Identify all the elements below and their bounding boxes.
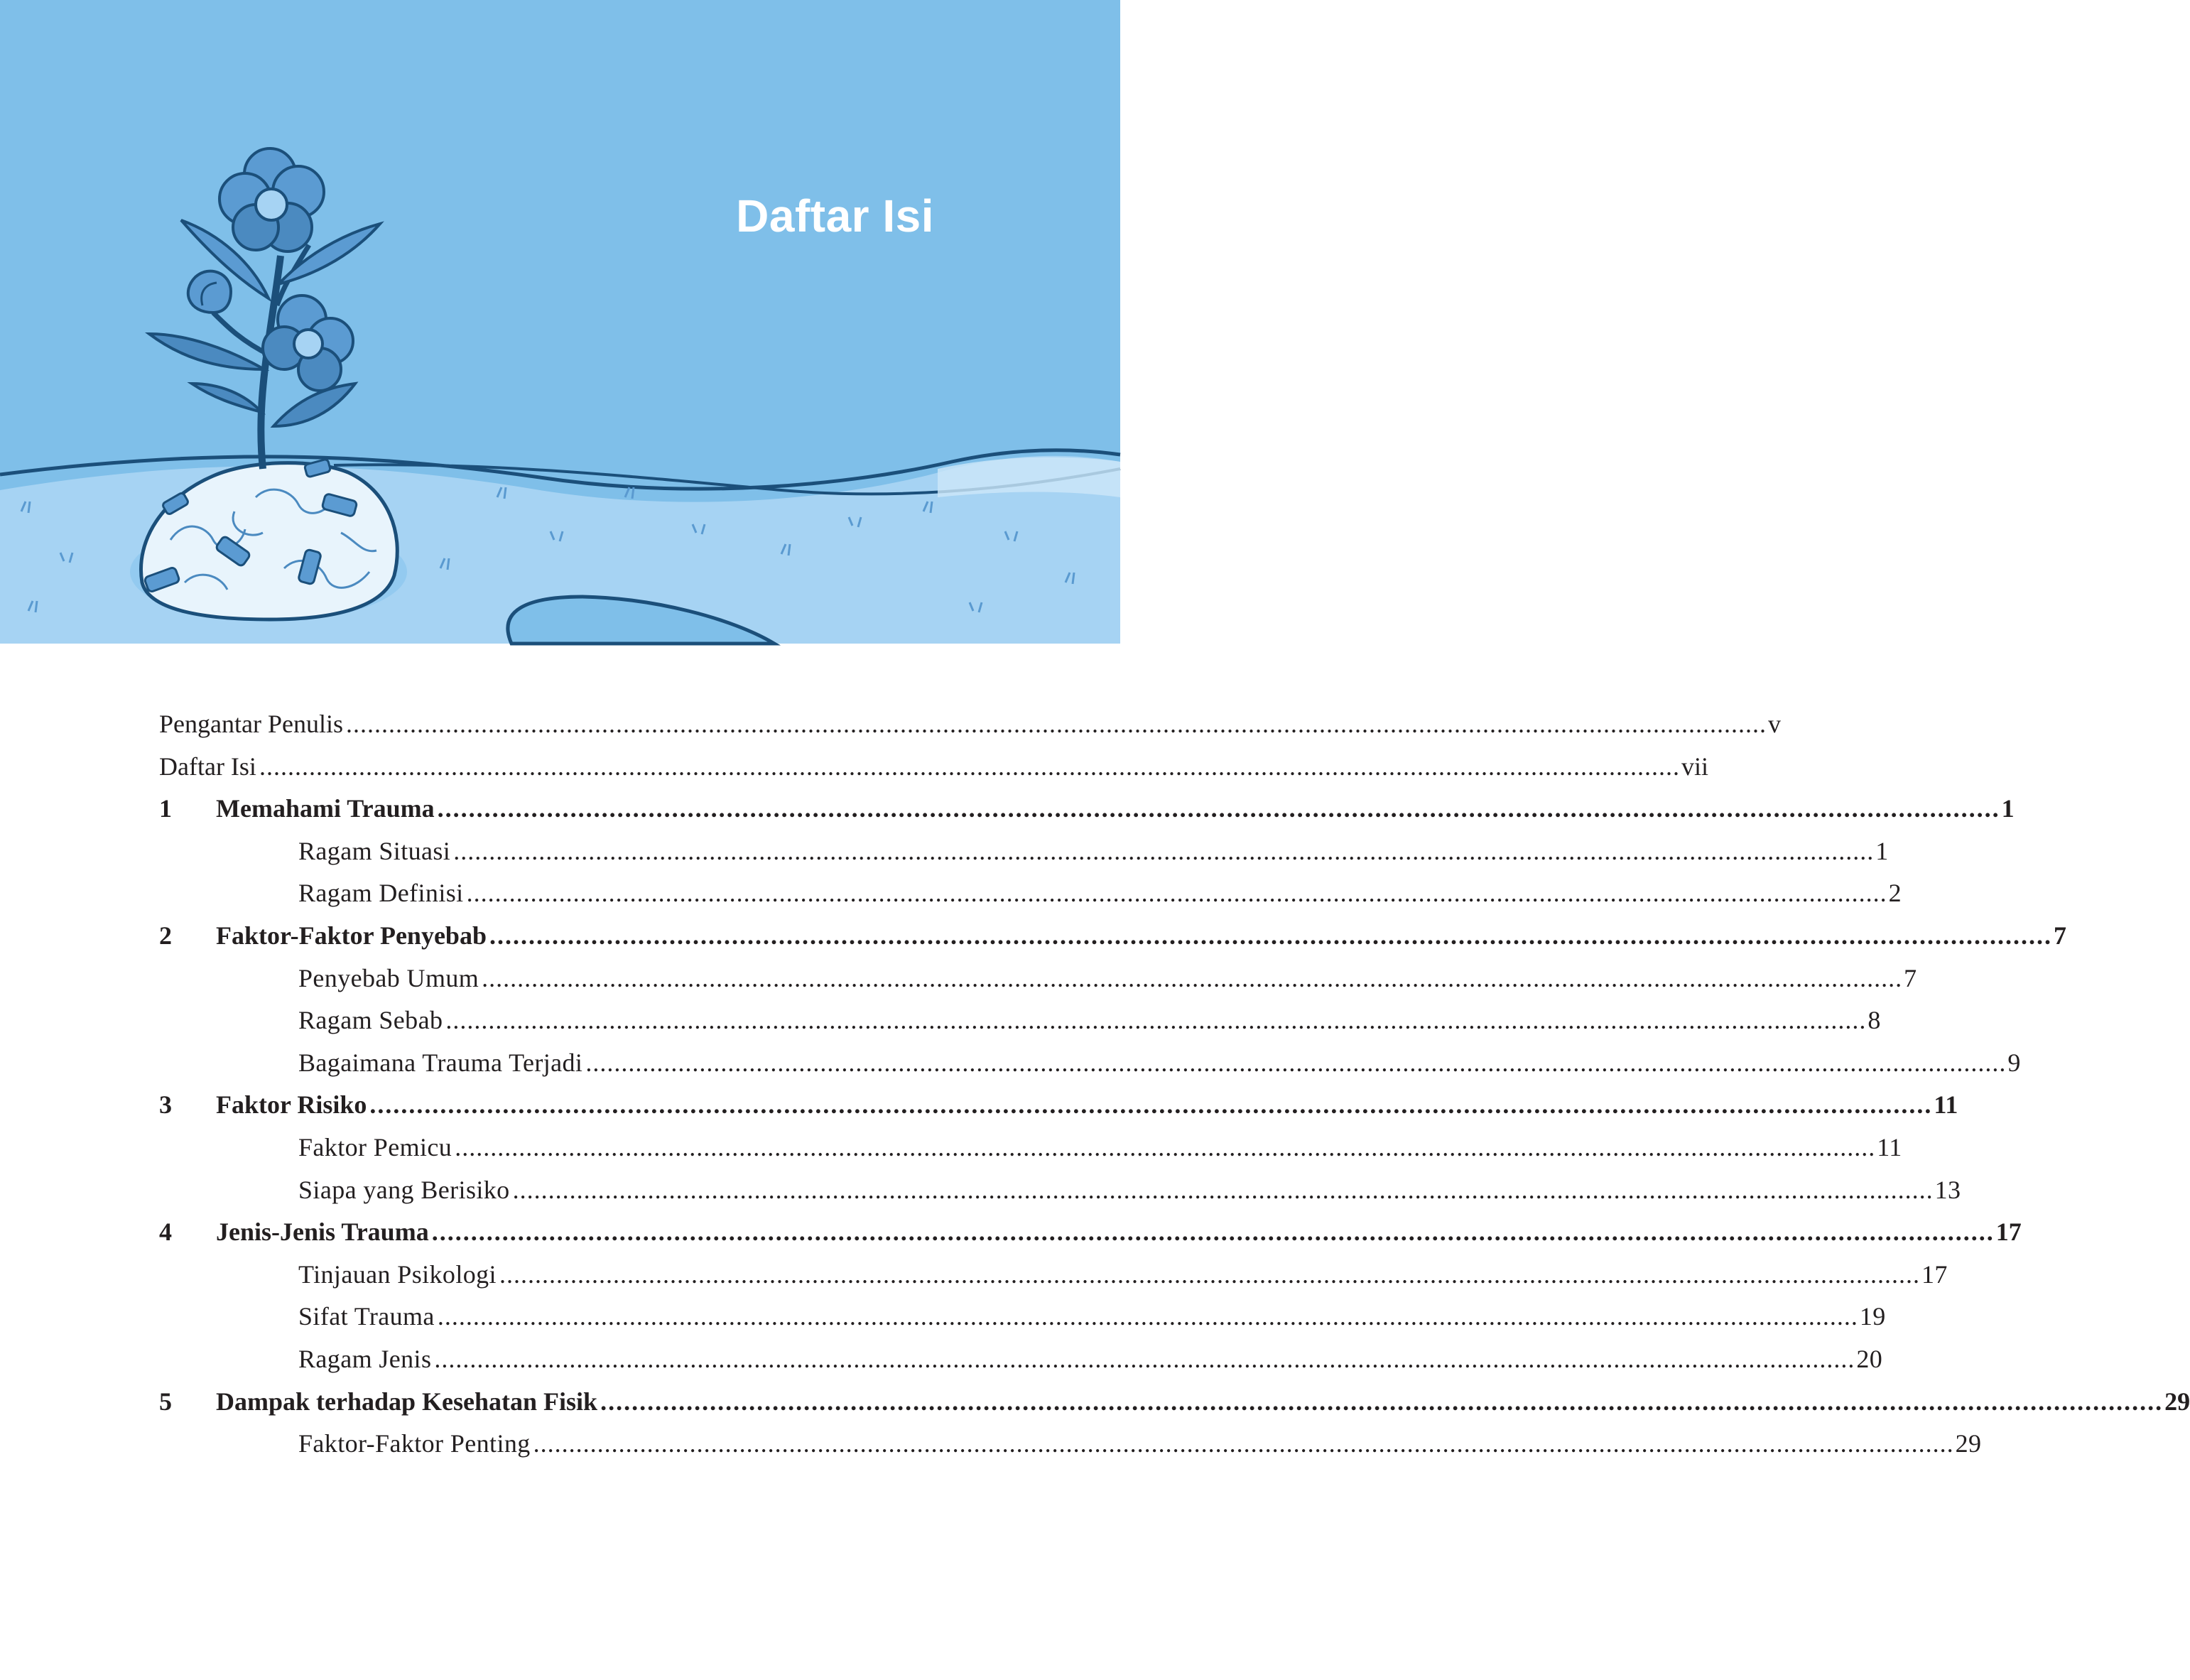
section-title: Ragam Jenis (298, 1344, 432, 1373)
chapter-title: Memahami Trauma (216, 794, 435, 823)
page-number: 2 (1888, 879, 1902, 908)
chapter-title: Faktor Risiko (216, 1090, 367, 1120)
dot-leader: ........................................................................................................................................................................................................ (437, 1302, 1858, 1331)
toc-entry[interactable] (159, 872, 1902, 915)
toc-entry[interactable] (159, 1169, 1961, 1212)
dot-leader: ........................................................................................................................................................................................................ (345, 710, 1767, 738)
chapter-number: 1 (159, 794, 172, 823)
toc-entry[interactable] (159, 746, 1708, 788)
dot-leader: ........................................................................................................................................................................................................ (369, 1090, 1933, 1120)
chapter-number: 4 (159, 1218, 172, 1247)
banner-illustration (0, 0, 1120, 644)
toc-entry[interactable] (159, 703, 1781, 746)
section-title: Sifat Trauma (298, 1302, 435, 1331)
page-number: 17 (1921, 1259, 1948, 1289)
page-number: 29 (2164, 1387, 2190, 1416)
dot-leader: ........................................................................................................................................................................................................ (600, 1387, 2164, 1416)
page-number: 13 (1934, 1175, 1961, 1204)
dot-leader: ........................................................................................................................................................................................................ (453, 836, 1875, 865)
dot-leader: ........................................................................................................................................................................................................ (585, 1048, 2007, 1077)
page-number: 20 (1856, 1344, 1883, 1373)
toc-entry[interactable] (159, 1042, 2021, 1085)
dot-leader: ........................................................................................................................................................................................................ (533, 1429, 1954, 1458)
dot-leader: ........................................................................................................................................................................................................ (445, 1006, 1867, 1035)
dot-leader: ........................................................................................................................................................................................................ (259, 752, 1680, 781)
chapter-title: Faktor-Faktor Penyebab (216, 921, 487, 950)
section-title: Penyebab Umum (298, 963, 479, 992)
page-number: 8 (1868, 1006, 1881, 1035)
toc-entry[interactable] (159, 1338, 1883, 1381)
toc-entry[interactable] (159, 1423, 1982, 1465)
flower-bud-icon (188, 271, 231, 313)
page-number: 7 (1904, 963, 1917, 992)
chapter-title: Dampak terhadap Kesehatan Fisik (216, 1387, 598, 1416)
page-title: Daftar Isi (736, 190, 934, 242)
table-of-contents (159, 703, 2190, 1465)
chapter-title: Jenis-Jenis Trauma (216, 1218, 429, 1247)
dot-leader: ........................................................................................................................................................................................................ (466, 879, 1887, 908)
chapter-number: 3 (159, 1090, 172, 1120)
section-title: Ragam Sebab (298, 1006, 443, 1035)
toc-entry[interactable] (159, 788, 2015, 830)
toc-entry[interactable] (159, 830, 1889, 873)
dot-leader: ........................................................................................................................................................................................................ (434, 1344, 1855, 1373)
toc-entry[interactable] (159, 958, 1917, 1000)
dot-leader: ........................................................................................................................................................................................................ (437, 794, 2000, 823)
toc-entry[interactable] (159, 1211, 2022, 1254)
page-number: 11 (1934, 1090, 1958, 1120)
section-title: Ragam Definisi (298, 879, 464, 908)
section-title: Faktor Pemicu (298, 1132, 452, 1161)
page-number: 1 (2001, 794, 2015, 823)
dot-leader: ........................................................................................................................................................................................................ (489, 921, 2052, 950)
page-number: 17 (1995, 1218, 2022, 1247)
section-title: Bagaimana Trauma Terjadi (298, 1048, 583, 1077)
chapter-title: Daftar Isi (159, 752, 256, 781)
page-number: 11 (1877, 1132, 1902, 1161)
chapter-number: 2 (159, 921, 172, 950)
toc-entry[interactable] (159, 915, 2066, 958)
dot-leader: ........................................................................................................................................................................................................ (455, 1132, 1876, 1161)
toc-entry[interactable] (159, 1381, 2190, 1424)
toc-entry[interactable] (159, 999, 1881, 1042)
toc-entry[interactable] (159, 1084, 1958, 1127)
toc-entry[interactable] (159, 1254, 1948, 1296)
section-title: Tinjauan Psikologi (298, 1259, 497, 1289)
page-number: 9 (2007, 1048, 2021, 1077)
toc-entry[interactable] (159, 1296, 1886, 1338)
dot-leader: ........................................................................................................................................................................................................ (482, 963, 1903, 992)
section-title: Faktor-Faktor Penting (298, 1429, 531, 1458)
page-number: v (1767, 710, 1781, 738)
chapter-number: 5 (159, 1387, 172, 1416)
section-title: Ragam Situasi (298, 836, 451, 865)
chapter-title: Pengantar Penulis (159, 710, 343, 738)
toc-entry[interactable] (159, 1127, 1902, 1169)
page-number: 29 (1955, 1429, 1982, 1458)
dot-leader: ........................................................................................................................................................................................................ (512, 1175, 1934, 1204)
dot-leader: ........................................................................................................................................................................................................ (431, 1218, 1995, 1247)
section-title: Siapa yang Berisiko (298, 1175, 510, 1204)
page-number: 19 (1859, 1302, 1886, 1331)
dot-leader: ........................................................................................................................................................................................................ (499, 1259, 1920, 1289)
page-number: vii (1681, 752, 1708, 781)
page-number: 1 (1875, 836, 1889, 865)
page-number: 7 (2053, 921, 2066, 950)
header-banner (0, 0, 1120, 644)
